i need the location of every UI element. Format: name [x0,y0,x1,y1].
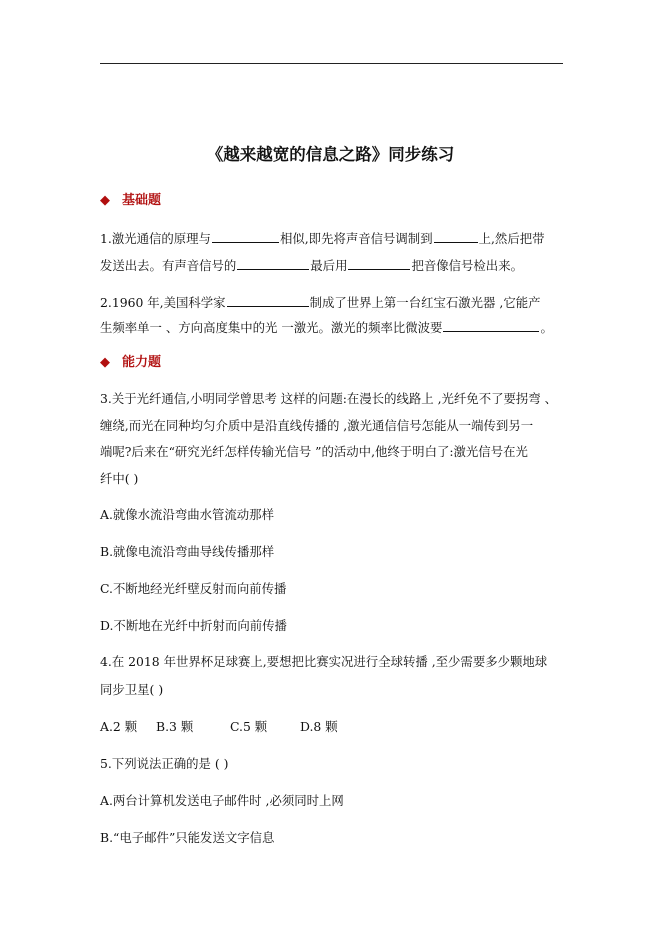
section-basic [100,193,161,209]
q3-line4: 纤中( ) [100,471,139,486]
q2-line1 [100,293,541,311]
q2-text-b: 制成了世界上第一台红宝石激光器 ,它能产 [309,295,541,310]
diamond-icon: ◆ [100,193,110,208]
q1-text-b: 相似,即先将声音信号调制到 [279,231,433,246]
q1-line1 [100,229,545,247]
q2-line2 [100,318,553,336]
q3-line2: 缠绕,而光在同种均匀介质中是沿直线传播的 ,激光通信信号怎能从一端传到另一 [100,418,534,433]
q4-line2: 同步卫星( ) [100,682,164,697]
q3-line1: 3.关于光纤通信,小明同学曾思考 这样的问题:在漫长的线路上 ,光纤免不了要拐弯 、 [100,391,557,406]
q3-option-c: C.不断地经光纤壁反射而向前传播 [100,581,287,596]
q2-blank-2[interactable] [443,318,539,332]
section-ability [100,355,161,371]
q3-option-b: B.就像电流沿弯曲导线传播那样 [100,544,275,559]
q4-option-c: C.5 颗 [230,719,268,734]
q4-option-a: A.2 颗 [100,719,138,734]
q1-text-e: 最后用 [310,258,348,273]
page-title: 《越来越宽的信息之路》同步练习 [206,145,455,164]
q1-blank-2[interactable] [434,229,478,243]
q4-option-b: B.3 颗 [156,719,194,734]
q1-blank-4[interactable] [348,256,410,270]
section-basic-label: 基础题 [122,193,162,208]
q4-options [100,719,338,735]
q5-option-a: A.两台计算机发送电子邮件时 ,必须同时上网 [100,793,344,808]
top-rule [100,63,563,64]
q1-text-f: 把音像信号检出来。 [411,258,523,273]
q1-text-d: 发送出去。有声音信号的 [100,258,237,273]
section-ability-label: 能力题 [122,355,162,370]
q3-line3: 端呢?后来在“研究光纤怎样传输光信号 ”的活动中,他终于明白了:激光信号在光 [100,444,528,459]
q1-line2 [100,256,523,274]
q3-option-d: D.不断地在光纤中折射而向前传播 [100,618,287,633]
q1-text-a: 1.激光通信的原理与 [100,231,211,246]
q2-blank-1[interactable] [227,293,309,307]
q2-text-d: 。 [540,320,553,335]
q5-line1: 5.下列说法正确的是 ( ) [100,756,229,771]
q1-blank-1[interactable] [212,229,279,243]
q5-option-b: B.“电子邮件”只能发送文字信息 [100,830,275,845]
q1-blank-3[interactable] [237,256,309,270]
diamond-icon: ◆ [100,355,110,370]
q2-text-c: 生频率单一 、方向高度集中的光 一激光。激光的频率比微波要 [100,320,443,335]
q2-text-a: 2.1960 年,美国科学家 [100,295,226,310]
q4-line1: 4.在 2018 年世界杯足球赛上,要想把比赛实况进行全球转播 ,至少需要多少颗地球 [100,654,548,669]
q3-option-a: A.就像水流沿弯曲水管流动那样 [100,507,274,522]
q1-text-c: 上,然后把带 [478,231,545,246]
q4-option-d: D.8 颗 [300,719,338,734]
